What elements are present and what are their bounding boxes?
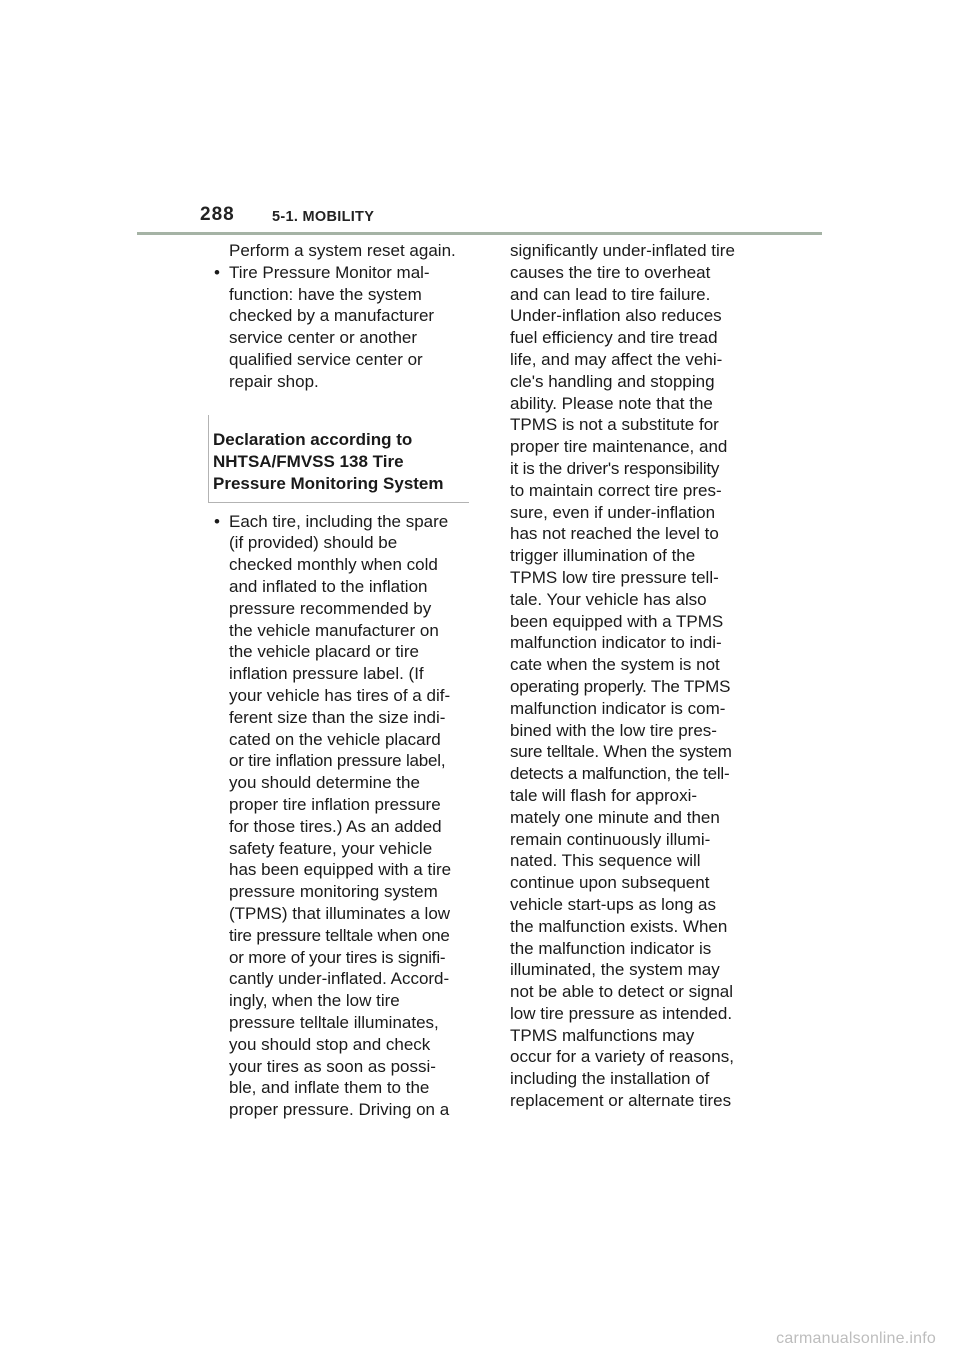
list-line: pressure recommended by [229,598,432,618]
list-line: ingly, when the low tire [229,991,400,1011]
bullet-icon: • [214,262,220,282]
body-line: life, and may affect the vehi- [510,349,723,369]
body-line: tale. Your vehicle has also [510,589,707,609]
list-line: and inflated to the inflation [229,576,428,596]
heading-line: NHTSA/FMVSS 138 Tire [213,451,404,471]
list-line: checked by a manufacturer [229,306,435,326]
list-line: • Tire Pressure Monitor mal- [214,262,430,282]
list-line: cated on the vehicle placard [229,729,441,749]
list-line: or more of your tires is signifi- [229,947,446,967]
body-line: to maintain correct tire pres- [510,480,722,500]
body-line: not be able to detect or signal [510,982,734,1002]
body-line: continue upon subsequent [510,873,710,893]
heading-line: Pressure Monitoring System [213,473,444,493]
body-line: illuminated, the system may [510,960,720,980]
body-line: causes the tire to overheat [510,262,711,282]
list-line: your vehicle has tires of a dif- [229,685,451,705]
list-line: pressure monitoring system [229,882,438,902]
bullet-item-each-tire [212,511,474,1121]
body-line: been equipped with a TPMS [510,611,724,631]
body-line: malfunction indicator is com- [510,698,726,718]
body-line: low tire pressure as intended. [510,1003,733,1023]
left-column [212,240,474,1121]
body-line: Under-inflation also reduces [510,306,722,326]
list-line: proper pressure. Driving on a [229,1100,450,1120]
list-line: • Each tire, including the spare [214,511,449,531]
continuation-line: Perform a system reset again. [229,241,456,260]
right-column [510,240,760,1112]
list-line: your tires as soon as possi- [229,1056,436,1076]
list-line: the vehicle placard or tire [229,642,419,662]
list-line: safety feature, your vehicle [229,838,433,858]
bullet-icon: • [214,511,220,531]
body-line: and can lead to tire failure. [510,284,711,304]
list-line: (TPMS) that illuminates a low [229,903,451,923]
body-line: operating properly. The TPMS [510,676,731,696]
list-line: cantly under-inflated. Accord- [229,969,450,989]
body-line: TPMS malfunctions may [510,1025,695,1045]
body-line: sure telltale. When the system [510,742,732,762]
header-rule [137,232,822,235]
body-line: nated. This sequence will [510,851,701,871]
bullet-item-malfunction [212,262,474,393]
body-line: TPMS low tire pressure tell- [510,567,719,587]
list-line: you should determine the [229,773,420,793]
list-line: repair shop. [229,371,319,391]
body-line: replacement or alternate tires [510,1091,732,1111]
list-line: has been equipped with a tire [229,860,452,880]
heading-line: Declaration according to [213,429,413,449]
body-line: it is the driver's responsibility [510,458,720,478]
body-line: the malfunction exists. When [510,916,728,936]
watermark: carmanualsonline.info [776,1330,936,1347]
body-line: including the installation of [510,1069,710,1089]
list-line: or tire inflation pressure label, [229,751,446,771]
body-line: significantly under-inflated tire [510,241,735,260]
list-line: for those tires.) As an added [229,816,442,836]
page-number: 288 [200,204,235,225]
body-line: sure, even if under-inflation [510,502,716,522]
section-title: 5-1. MOBILITY [272,209,375,225]
list-line: ferent size than the size indi- [229,707,446,727]
list-line: (if provided) should be [229,533,398,553]
body-line: ability. Please note that the [510,393,713,413]
list-line: the vehicle manufacturer on [229,620,439,640]
body-line: vehicle start-ups as long as [510,894,716,914]
declaration-heading [208,415,469,503]
body-line: occur for a variety of reasons, [510,1047,734,1067]
body-line: trigger illumination of the [510,546,696,566]
list-line: qualified service center or [229,349,423,369]
body-line: cate when the system is not [510,655,720,675]
body-line: remain continuously illumi- [510,829,711,849]
list-line: you should stop and check [229,1034,431,1054]
body-line: proper tire maintenance, and [510,437,728,457]
list-line: pressure telltale illuminates, [229,1012,439,1032]
list-line: proper tire inflation pressure [229,794,441,814]
body-line: fuel efficiency and tire tread [510,328,718,348]
list-line: function: have the system [229,284,422,304]
body-line: cle's handling and stopping [510,371,715,391]
list-line: tire pressure telltale when one [229,925,450,945]
body-line: detects a malfunction, the tell- [510,764,730,784]
body-line: has not reached the level to [510,524,719,544]
body-line: mately one minute and then [510,807,720,827]
body-line: malfunction indicator to indi- [510,633,722,653]
body-line: TPMS is not a substitute for [510,415,719,435]
body-line: tale will flash for approxi- [510,785,698,805]
list-line: inflation pressure label. (If [229,664,424,684]
list-line: checked monthly when cold [229,555,438,575]
list-line: ble, and inflate them to the [229,1078,430,1098]
body-line: the malfunction indicator is [510,938,712,958]
list-line: service center or another [229,328,418,348]
body-line: bined with the low tire pres- [510,720,717,740]
